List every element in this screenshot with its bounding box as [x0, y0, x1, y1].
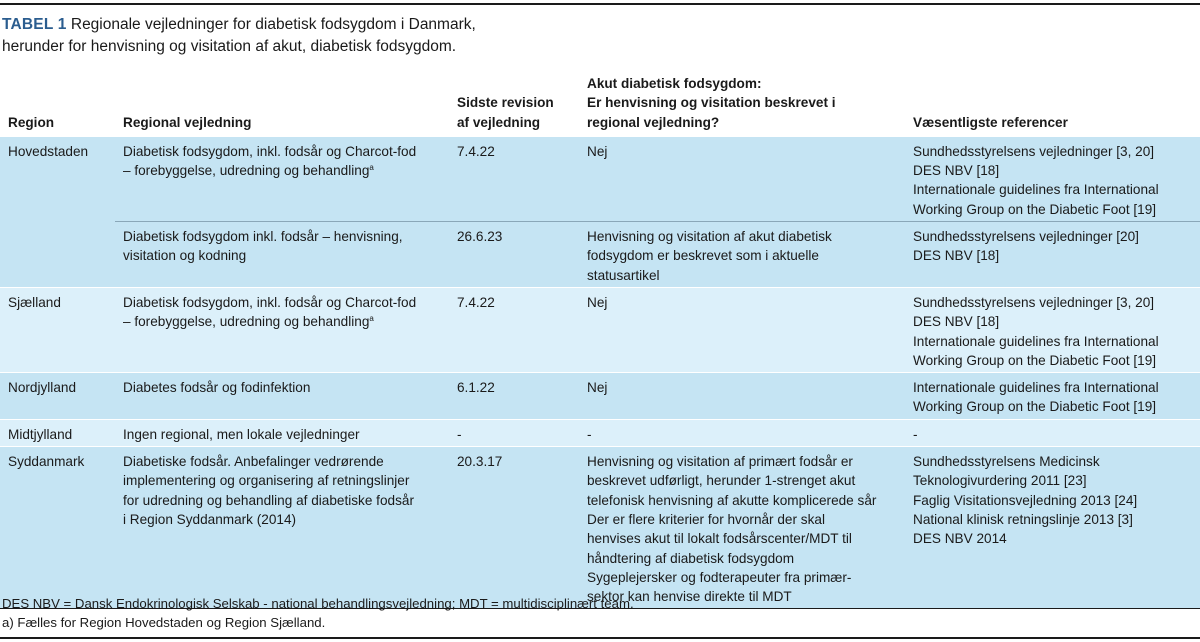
refs-line: Internationale guidelines fra International	[913, 333, 1159, 349]
acute-line: beskrevet udførligt, herunder 1-strenget akut	[587, 473, 856, 489]
guideline-line	[123, 227, 441, 246]
table-row	[0, 373, 1200, 420]
acute-line: fodsygdom er beskrevet som i aktuelle	[587, 248, 819, 264]
bottom-rule	[0, 637, 1200, 639]
guideline-text: Ingen regional, men lokale vejledninger	[123, 426, 360, 442]
guideline-line	[123, 510, 441, 529]
cell-revision: 26.6.23	[449, 222, 579, 288]
cell-references	[905, 419, 1200, 446]
refs-line: Working Group on the Diabetic Foot [19]	[913, 352, 1157, 368]
cell-acute	[579, 222, 905, 288]
guideline-line	[123, 293, 441, 312]
cell-revision: 20.3.17	[449, 447, 579, 609]
cell-region: Hovedstaden	[0, 137, 115, 222]
acute-line: Nej	[587, 143, 608, 159]
guideline-text: Diabetisk fodsygdom, inkl. fodsår og Charcot-fod	[123, 143, 417, 159]
cell-references	[905, 447, 1200, 609]
acute-line: Der er flere kriterier for hvornår der skal	[587, 511, 825, 527]
footnote-a: a) Fælles for Region Hovedstaden og Region Sjælland.	[2, 615, 326, 630]
header-revision: Sidste revision af vejledning	[449, 74, 579, 137]
guideline-line	[123, 246, 441, 265]
cell-guideline	[115, 137, 449, 222]
footnote-marker: a	[369, 163, 374, 173]
acute-line: Henvisning og visitation af akut diabetisk	[587, 229, 832, 245]
cell-guideline	[115, 447, 449, 609]
footnote-marker: a	[369, 314, 374, 324]
refs-line: Internationale guidelines fra International	[913, 182, 1159, 198]
cell-guideline	[115, 419, 449, 446]
header-acute: Akut diabetisk fodsygdom: Er henvisning og visitation beskrevet i regional vejledning?	[579, 74, 905, 137]
guideline-text: visitation og kodning	[123, 248, 247, 264]
cell-revision: 7.4.22	[449, 287, 579, 372]
footnotes	[2, 594, 634, 632]
acute-line: telefonisk henvisning af akutte komplicerede sår	[587, 492, 877, 508]
table-row	[0, 447, 1200, 609]
cell-region: Nordjylland	[0, 373, 115, 420]
cell-region	[0, 222, 115, 288]
cell-references	[905, 222, 1200, 288]
cell-references	[905, 373, 1200, 420]
refs-line: Sundhedsstyrelsens vejledninger [20]	[913, 229, 1139, 245]
guideline-text: – forebyggelse, udredning og behandling	[123, 163, 370, 179]
refs-line: DES NBV [18]	[913, 163, 1000, 179]
cell-acute	[579, 419, 905, 446]
cell-revision: -	[449, 419, 579, 446]
table-body	[0, 137, 1200, 609]
acute-line: sektor kan henvise direkte til MDT	[587, 589, 792, 605]
acute-line: henvises akut til lokalt fodsårscenter/MDT til	[587, 531, 852, 547]
cell-references	[905, 287, 1200, 372]
header-references: Væsentligste referencer	[905, 74, 1200, 137]
refs-line: Working Group on the Diabetic Foot [19]	[913, 201, 1157, 217]
refs-line: National klinisk retningslinje 2013 [3]	[913, 511, 1133, 527]
caption-line-2: herunder for henvisning og visitation af akut, diabetisk fodsygdom.	[2, 38, 457, 55]
guideline-line	[123, 161, 441, 180]
guideline-line	[123, 425, 441, 444]
cell-guideline	[115, 222, 449, 288]
guidelines-table	[0, 74, 1200, 609]
refs-line: -	[913, 426, 918, 442]
cell-region: Sjælland	[0, 287, 115, 372]
footnote-abbreviations: DES NBV = Dansk Endokrinologisk Selskab - national behandlingsvejledning; MDT = multidisciplinært team.	[2, 596, 634, 611]
guideline-line	[123, 471, 441, 490]
acute-line: Nej	[587, 380, 608, 396]
guideline-text: Diabetes fodsår og fodinfektion	[123, 380, 311, 396]
guideline-text: Diabetisk fodsygdom inkl. fodsår – henvisning,	[123, 229, 403, 245]
table-row	[0, 137, 1200, 222]
cell-region: Midtjylland	[0, 419, 115, 446]
acute-line: statusartikel	[587, 267, 660, 283]
header-guideline: Regional vejledning	[115, 74, 449, 137]
acute-line: håndtering af diabetisk fodsygdom	[587, 550, 795, 566]
refs-line: Sundhedsstyrelsens vejledninger [3, 20]	[913, 294, 1155, 310]
guideline-line	[123, 491, 441, 510]
guideline-text: for udredning og behandling af diabetiske fodsår	[123, 492, 414, 508]
guideline-text: Diabetisk fodsygdom, inkl. fodsår og Charcot-fod	[123, 294, 417, 310]
header-row	[0, 74, 1200, 137]
acute-line: Henvisning og visitation af primært fodsår er	[587, 454, 853, 470]
refs-line: Working Group on the Diabetic Foot [19]	[913, 399, 1157, 415]
guideline-line	[123, 312, 441, 331]
guideline-text: implementering og organisering af retningslinjer	[123, 473, 410, 489]
table-row	[0, 287, 1200, 372]
top-rule	[0, 3, 1200, 5]
caption-line-1: Regionale vejledninger for diabetisk fodsygdom i Danmark,	[66, 16, 476, 33]
cell-acute	[579, 447, 905, 609]
cell-guideline	[115, 287, 449, 372]
refs-line: DES NBV [18]	[913, 314, 1000, 330]
acute-line: Sygeplejersker og fodterapeuter fra primær-	[587, 569, 852, 585]
refs-line: DES NBV 2014	[913, 531, 1007, 547]
refs-line: Sundhedsstyrelsens Medicinsk	[913, 454, 1100, 470]
guideline-line	[123, 378, 441, 397]
acute-line: -	[587, 426, 592, 442]
table-row	[0, 419, 1200, 446]
cell-revision: 6.1.22	[449, 373, 579, 420]
acute-line: Nej	[587, 294, 608, 310]
guideline-text: Diabetiske fodsår. Anbefalinger vedrørende	[123, 454, 384, 470]
cell-acute	[579, 373, 905, 420]
cell-references	[905, 137, 1200, 222]
cell-acute	[579, 137, 905, 222]
header-region: Region	[0, 74, 115, 137]
refs-line: Internationale guidelines fra International	[913, 380, 1159, 396]
refs-line: Sundhedsstyrelsens vejledninger [3, 20]	[913, 143, 1155, 159]
table-row	[0, 222, 1200, 288]
refs-line: DES NBV [18]	[913, 248, 1000, 264]
table-label: TABEL 1	[2, 16, 67, 33]
table-caption	[2, 14, 476, 58]
cell-region: Syddanmark	[0, 447, 115, 609]
guideline-line	[123, 452, 441, 471]
cell-acute	[579, 287, 905, 372]
guideline-line	[123, 142, 441, 161]
guideline-text: – forebyggelse, udredning og behandling	[123, 314, 370, 330]
guideline-text: i Region Syddanmark (2014)	[123, 511, 297, 527]
cell-revision: 7.4.22	[449, 137, 579, 222]
refs-line: Faglig Visitationsvejledning 2013 [24]	[913, 492, 1138, 508]
cell-guideline	[115, 373, 449, 420]
refs-line: Teknologivurdering 2011 [23]	[913, 473, 1087, 489]
